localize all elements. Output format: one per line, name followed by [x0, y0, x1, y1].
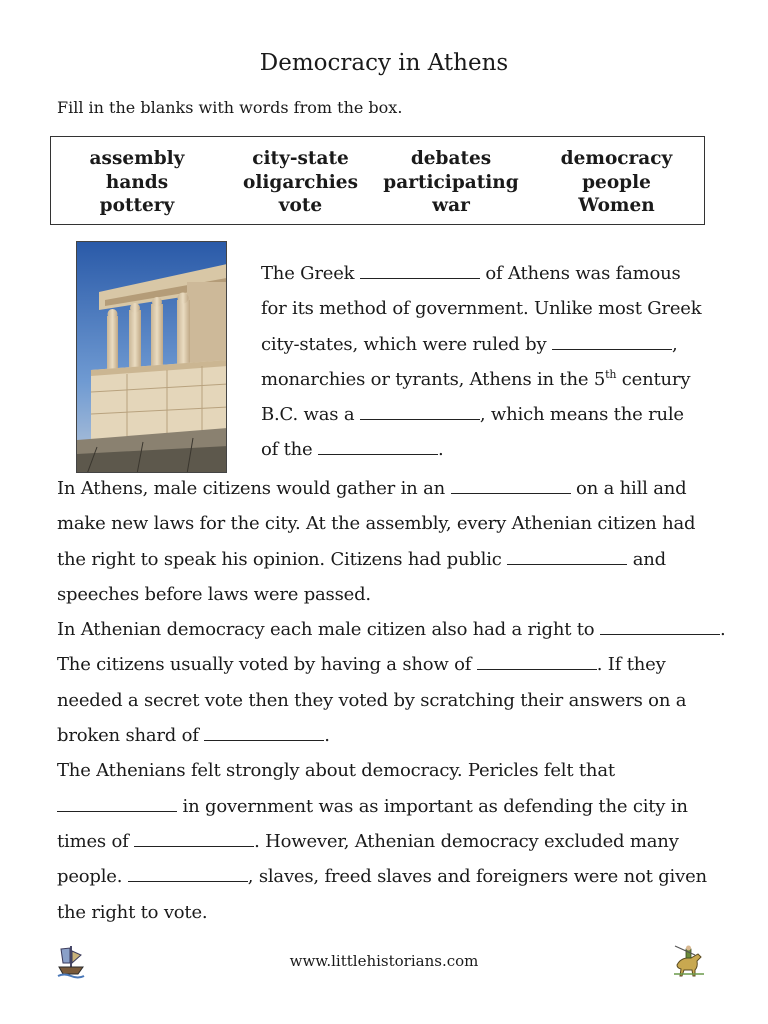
text: city-states, which were ruled by: [261, 333, 552, 355]
text: .: [719, 619, 726, 641]
text: , which means the rule: [479, 404, 684, 426]
passage-line: [57, 718, 726, 753]
blank: [600, 616, 720, 635]
passage-line: the right to vote.: [57, 901, 208, 923]
passage-line: [261, 432, 701, 467]
word-column: [376, 147, 526, 218]
word-box: [50, 136, 705, 225]
text: on a hill and: [570, 478, 687, 499]
text: monarchies or tyrants, Athens in the 5: [261, 368, 606, 390]
text: the right to speak his opinion. Citizens had public: [57, 548, 508, 570]
blank: [57, 793, 177, 812]
text: and: [627, 548, 666, 570]
text: .: [324, 725, 330, 747]
passage-line: [261, 327, 701, 362]
text: The citizens usually voted by having a show of: [57, 654, 477, 676]
blank: [360, 260, 480, 279]
blank: [507, 546, 627, 565]
passage-line: [261, 362, 701, 397]
footer-url: www.littlehistorians.com: [289, 952, 479, 970]
word: people: [582, 171, 651, 193]
word: city-state: [252, 148, 349, 169]
text: of the: [261, 439, 319, 461]
passage-line: speeches before laws were passed.: [57, 583, 371, 605]
word: vote: [278, 195, 323, 216]
word-column: [529, 147, 704, 218]
passage-line: [57, 542, 726, 577]
blank: [451, 475, 571, 494]
text: The Greek: [261, 263, 360, 284]
blank: [128, 863, 248, 882]
passage-line: [57, 471, 726, 506]
page-title: Democracy in Athens: [259, 50, 509, 76]
blank: [318, 436, 438, 455]
text: in government was as important as defending the city in: [177, 795, 688, 817]
horseman-icon: [671, 943, 707, 979]
text: . If they: [596, 654, 666, 676]
text: century: [616, 368, 691, 390]
text: B.C. was a: [261, 404, 360, 426]
caryatid-temple-photo: [76, 241, 227, 473]
passage-line: [57, 859, 726, 894]
text: In Athenian democracy each male citizen also had a right to: [57, 619, 600, 641]
word: participating: [383, 171, 519, 193]
word: assembly: [89, 148, 185, 169]
word: debates: [410, 148, 492, 169]
text: people.: [57, 866, 128, 888]
text: , slaves, freed slaves and foreigners were not given: [247, 866, 707, 888]
text: .: [438, 439, 444, 461]
passage-line: [261, 397, 701, 432]
passage-line: make new laws for the city. At the assembly, every Athenian citizen had: [57, 513, 696, 535]
passage-line: [57, 612, 726, 647]
passage-line: [57, 647, 726, 682]
passage-line: [57, 789, 726, 824]
word-column: [51, 147, 223, 218]
text: times of: [57, 830, 135, 852]
passage-line: [261, 256, 701, 291]
word: war: [432, 195, 470, 216]
passage-line: needed a secret vote then they voted by scratching their answers on a: [57, 689, 687, 711]
superscript: th: [605, 367, 617, 381]
text: In Athens, male citizens would gather in an: [57, 478, 451, 499]
word: Women: [578, 195, 655, 216]
blank: [134, 828, 254, 847]
text: ,: [671, 333, 678, 355]
passage-line: for its method of government. Unlike most Greek: [261, 298, 702, 320]
passage-line: [57, 824, 726, 859]
blank: [204, 722, 324, 741]
blank: [360, 401, 480, 420]
instructions: Fill in the blanks with words from the box.: [57, 98, 403, 117]
word: pottery: [99, 195, 175, 216]
word: hands: [105, 171, 169, 193]
passage-paragraph-2: [57, 471, 726, 930]
blank: [552, 331, 672, 350]
passage-line: The Athenians felt strongly about democracy. Pericles felt that: [57, 760, 615, 782]
text: of Athens was famous: [479, 263, 681, 284]
text: broken shard of: [57, 725, 205, 747]
text: . However, Athenian democracy excluded many: [254, 830, 679, 852]
passage-paragraph-1: [261, 256, 701, 468]
word: democracy: [560, 148, 673, 169]
blank: [477, 651, 597, 670]
word: oligarchies: [243, 171, 358, 193]
word-column: [223, 147, 378, 218]
